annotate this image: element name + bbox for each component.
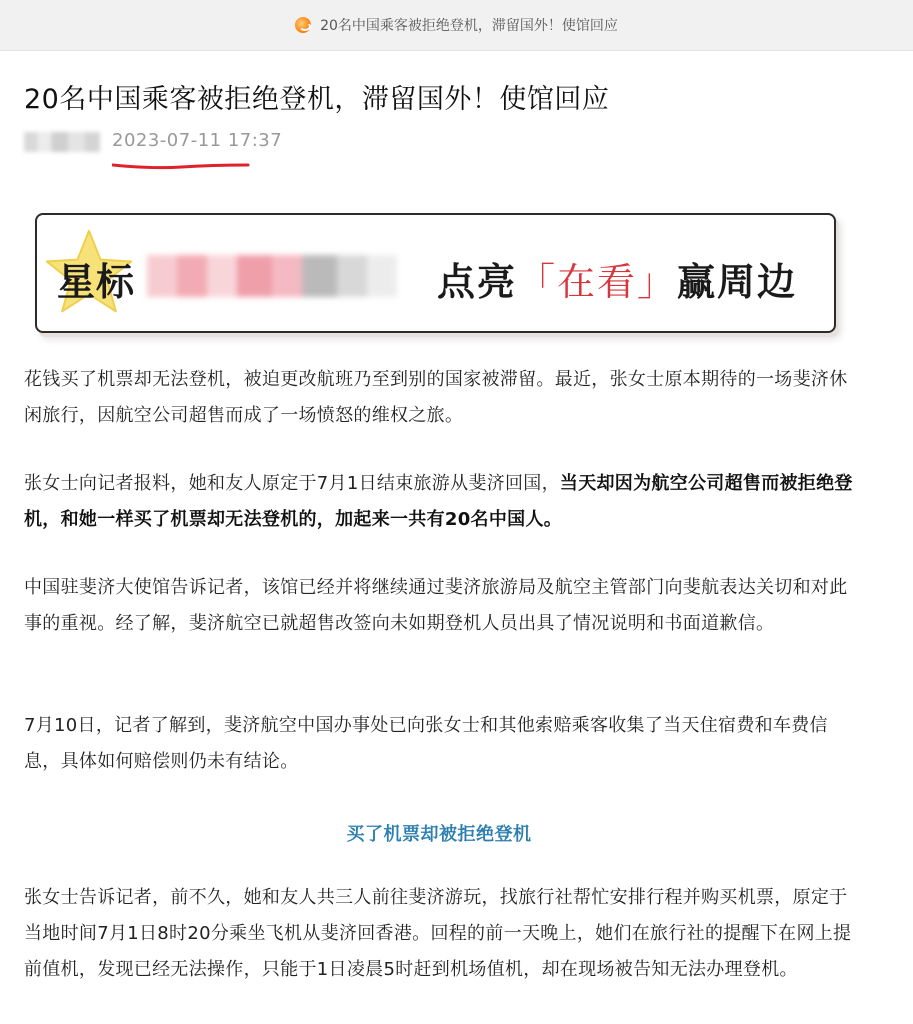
paragraph-2: 张女士向记者报料，她和友人原定于7月1日结束旅游从斐济回国，当天却因为航空公司超售而被拒绝登机，和她一样买了机票却无法登机的，加起来一共有20名中国人。 [24, 473, 853, 530]
banner-star-text: 星标 [57, 259, 136, 304]
paragraph-5: 张女士告诉记者，前不久，她和友人共三人前往斐济游玩，找旅行社帮忙安排行程并购买机票，原定于当地时间7月1日8时20分乘坐飞机从斐济回香港。回程的前一天晚上，她们在旅行社的提醒下在网上提前值机，发现已经无法操作，只能于1日凌晨5时赶到机场值机，却在现场被告知无法办理登机。 [24, 887, 852, 980]
banner-highlight-text: 「在看」 [517, 260, 678, 304]
section-subheading: 买了机票却被拒绝登机 [346, 824, 532, 845]
site-logo-icon [295, 17, 311, 33]
follow-banner-image [35, 213, 836, 333]
author-name-blurred[interactable] [24, 132, 100, 152]
banner-cta-text: 点亮「在看」赢周边 [437, 259, 798, 304]
paragraph-4: 7月10日，记者了解到，斐济航空中国办事处已向张女士和其他索赔乘客收集了当天住宿费和车费信息，具体如何赔偿则仍未有结论。 [24, 715, 828, 772]
browser-tab-bar [0, 0, 913, 51]
paragraph-2-bold: 当天却因为航空公司超售而被拒绝登机，和她一样买了机票却无法登机的，加起来一共有20名中国人。 [24, 473, 853, 530]
account-name-blurred [147, 255, 397, 297]
paragraph-3: 中国驻斐济大使馆告诉记者，该馆已经并将继续通过斐济旅游局及航空主管部门向斐航表达关切和对此事的重视。经了解，斐济航空已就超售改签向未如期登机人员出具了情况说明和书面道歉信。 [24, 577, 848, 634]
red-underline-annotation [112, 160, 250, 170]
tab-title[interactable]: 20名中国乘客被拒绝登机，滞留国外！使馆回应 [320, 18, 618, 34]
article-meta [24, 130, 324, 154]
article-title: 20名中国乘客被拒绝登机，滞留国外！使馆回应 [24, 84, 610, 115]
paragraph-1: 花钱买了机票却无法登机，被迫更改航班乃至到别的国家被滞留。最近，张女士原本期待的一场斐济休闲旅行，因航空公司超售而成了一场愤怒的维权之旅。 [24, 369, 848, 426]
publish-date: 2023-07-11 17:37 [112, 130, 283, 151]
